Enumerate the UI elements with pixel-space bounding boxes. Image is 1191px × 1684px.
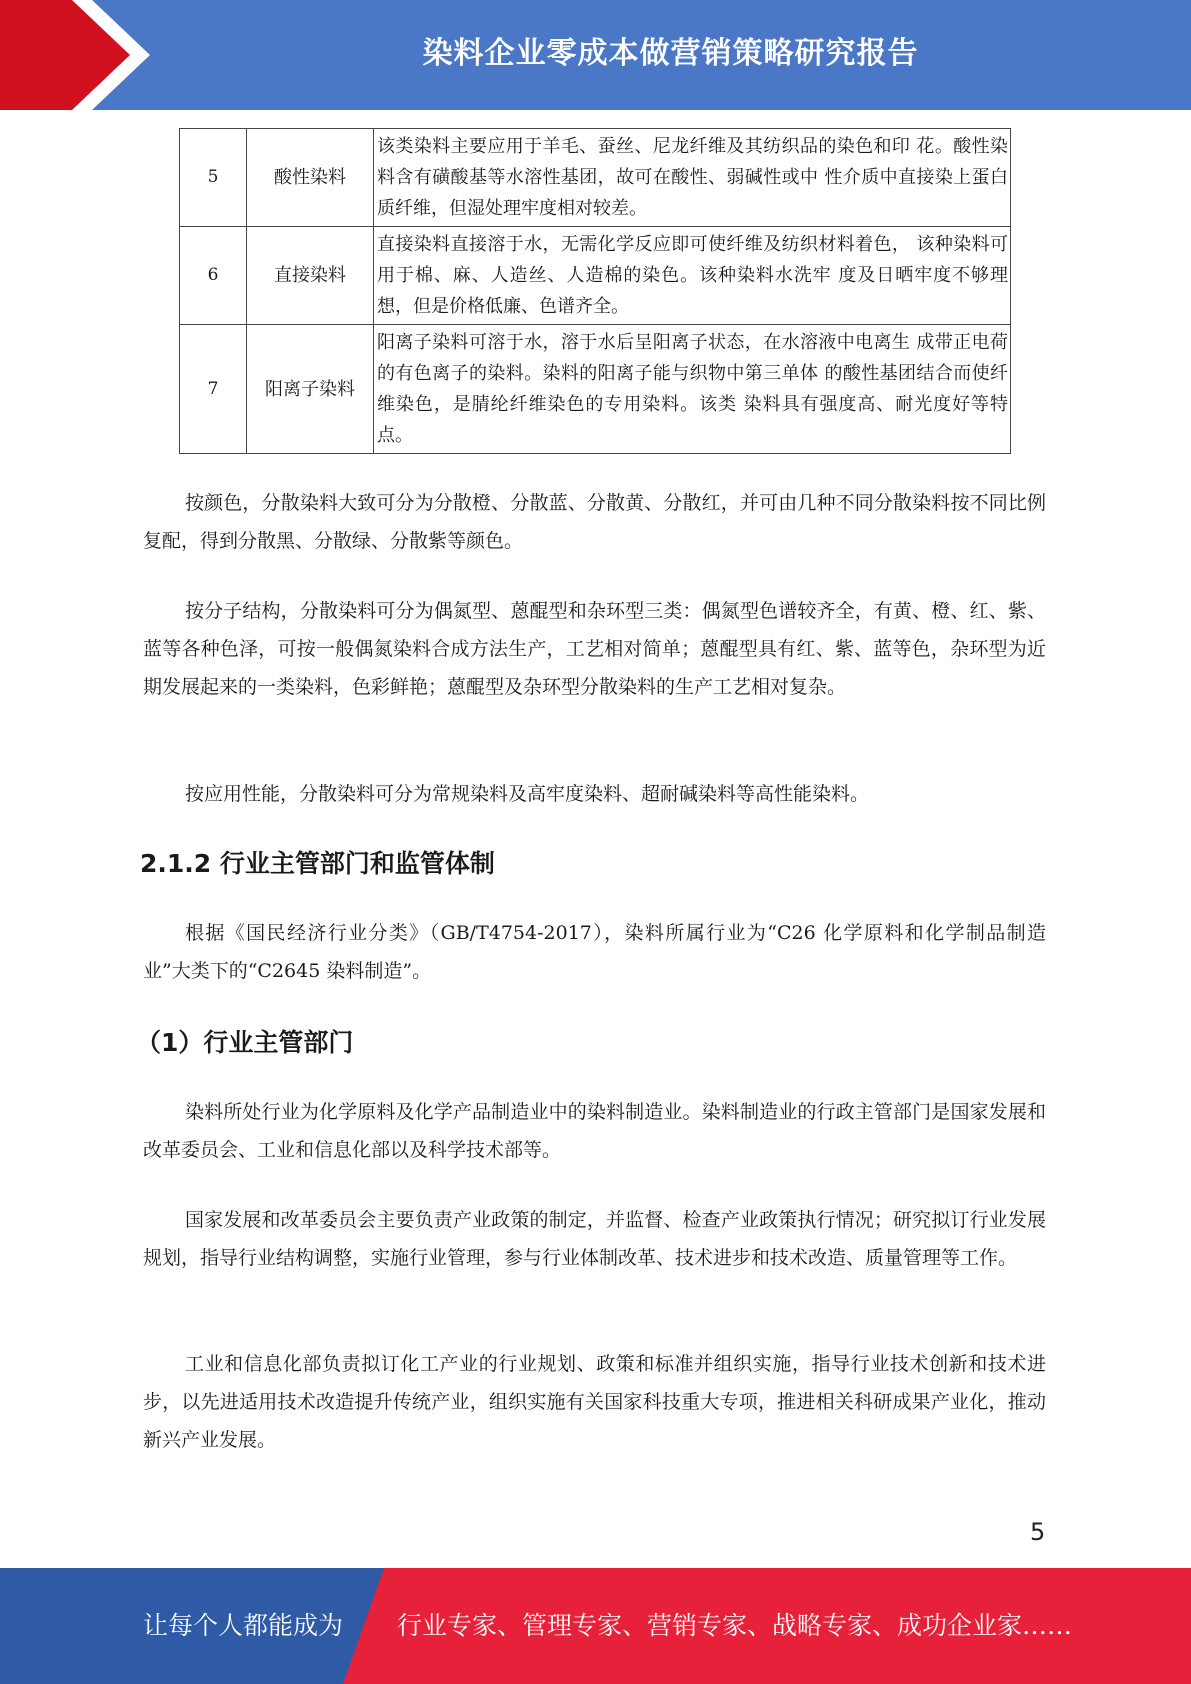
table-row [180, 227, 1011, 325]
paragraph-structure-classification: 按分子结构，分散染料可分为偶氮型、蒽醌型和杂环型三类：偶氮型色谱较齐全，有黄、橙、红、紫、蓝等各种色泽，可按一般偶氮染料合成方法生产，工艺相对简单；蒽醌型具有红、紫、蓝等色，杂环型为近期发展起来的一类染料，色彩鲜艳；蒽醌型及杂环型分散染料的生产工艺相对复杂。 [143, 600, 1046, 698]
paragraph-industry-classification: 根据《国民经济行业分类》（GB/T4754-2017），染料所属行业为“C26 化学原料和化学制品制造业”大类下的“C2645 染料制造”。 [143, 922, 1046, 982]
table-row [180, 325, 1011, 454]
report-title: 染料企业零成本做营销策略研究报告 [422, 36, 919, 71]
dye-name: 直接染料 [247, 227, 374, 325]
dye-name: 酸性染料 [247, 129, 374, 227]
paragraph-color-classification: 按颜色，分散染料大致可分为分散橙、分散蓝、分散黄、分散红，并可由几种不同分散染料按不同比例复配，得到分散黑、分散绿、分散紫等颜色。 [143, 492, 1046, 552]
paragraph-ndrc: 国家发展和改革委员会主要负责产业政策的制定，并监督、检查产业政策执行情况；研究拟订行业发展规划，指导行业结构调整，实施行业管理，参与行业体制改革、技术进步和技术改造、质量管理等工作。 [143, 1209, 1046, 1269]
footer-slogan-right: 行业专家、管理专家、营销专家、战略专家、成功企业家…… [397, 1611, 1073, 1640]
page-number: 5 [1030, 1518, 1046, 1546]
dye-types-table [179, 128, 1011, 454]
dye-description: 阳离子染料可溶于水，溶于水后呈阳离子状态，在水溶液中电离生 成带正电荷的有色离子的染料。染料的阳离子能与织物中第三单体 的酸性基团结合而使纤维染色，是腈纶纤维染色的专用染料。该类 染料具有强度高、耐光度好等特点。 [374, 325, 1011, 454]
row-number: 6 [180, 227, 247, 325]
table-row [180, 129, 1011, 227]
row-number: 5 [180, 129, 247, 227]
subsection-heading: （1）行业主管部门 [136, 1028, 354, 1057]
dye-name: 阳离子染料 [247, 325, 374, 454]
footer-slogan-left: 让每个人都能成为 [143, 1611, 344, 1640]
page-footer [0, 1568, 1191, 1684]
page-header [0, 0, 1191, 110]
paragraph-authorities: 染料所处行业为化学原料及化学产品制造业中的染料制造业。染料制造业的行政主管部门是国家发展和改革委员会、工业和信息化部以及科学技术部等。 [143, 1101, 1046, 1161]
dye-description: 直接染料直接溶于水，无需化学反应即可使纤维及纺织材料着色， 该种染料可用于棉、麻、人造丝、人造棉的染色。该种染料水洗牢 度及日晒牢度不够理想，但是价格低廉、色谱齐全。 [374, 227, 1011, 325]
dye-description: 该类染料主要应用于羊毛、蚕丝、尼龙纤维及其纺织品的染色和印 花。酸性染料含有磺酸基等水溶性基团，故可在酸性、弱碱性或中 性介质中直接染上蛋白质纤维，但湿处理牢度相对较差。 [374, 129, 1011, 227]
row-number: 7 [180, 325, 247, 454]
section-heading: 2.1.2 行业主管部门和监管体制 [140, 849, 495, 878]
paragraph-performance-classification: 按应用性能，分散染料可分为常规染料及高牢度染料、超耐碱染料等高性能染料。 [185, 783, 870, 805]
paragraph-miit: 工业和信息化部负责拟订化工产业的行业规划、政策和标准并组织实施，指导行业技术创新和技术进步，以先进适用技术改造提升传统产业，组织实施有关国家科技重大专项，推进相关科研成果产业化，推动新兴产业发展。 [143, 1353, 1046, 1451]
